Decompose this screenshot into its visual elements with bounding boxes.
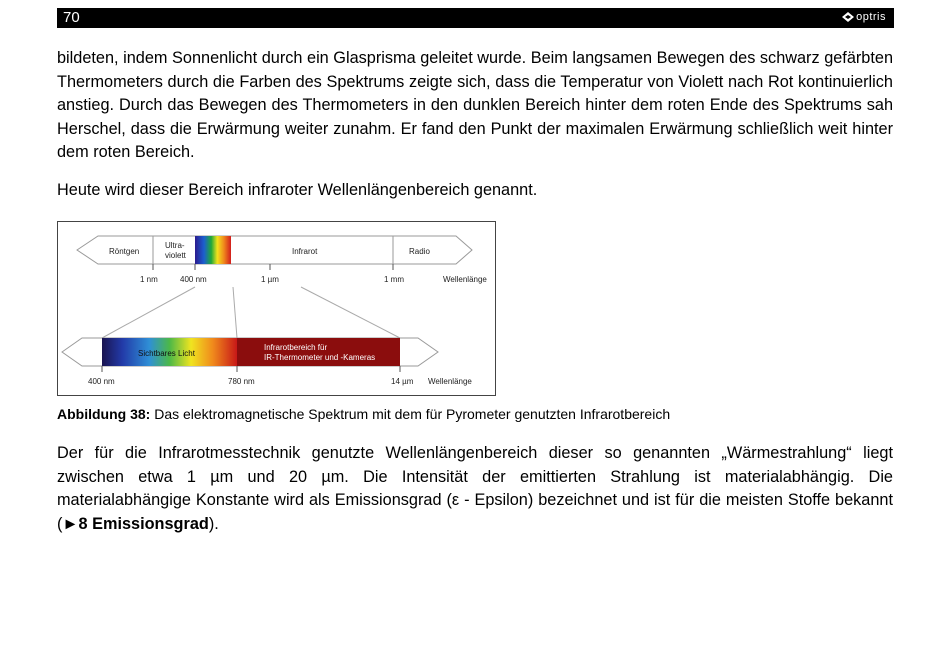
projection-line bbox=[102, 287, 195, 338]
visible-light-label: Sichtbares Licht bbox=[138, 349, 195, 358]
region-label-radio: Radio bbox=[409, 247, 430, 256]
region-label-ultra: Ultra- bbox=[165, 241, 185, 250]
tick-label-400nm-lower: 400 nm bbox=[88, 377, 115, 386]
page-number: 70 bbox=[63, 9, 80, 26]
upper-visible-band bbox=[195, 236, 231, 264]
region-label-violett: violett bbox=[165, 251, 186, 260]
tick-label-1um: 1 µm bbox=[261, 275, 279, 284]
paragraph-3-end: ). bbox=[208, 514, 219, 533]
figure-caption bbox=[57, 406, 670, 422]
optris-logo bbox=[842, 11, 886, 23]
optris-logo-icon bbox=[842, 12, 854, 22]
projection-line bbox=[301, 287, 400, 338]
emissionsgrad-reference-link[interactable]: ►8 Emissionsgrad bbox=[62, 514, 209, 533]
ir-band-label-line2: IR-Thermometer und -Kameras bbox=[264, 353, 376, 362]
body-paragraph-3 bbox=[57, 442, 893, 536]
paragraph-3-text: Der für die Infrarotmesstechnik genutzte Wellenlängenbereich dieser so genannten „Wärmestrahlung“ liegt zwischen etwa 1 µm und 20 µm. Die Intensität der emittierten Strahlung ist materialabhängig. Die materialabhängige Konstante wird als Emissionsgrad (ε - Epsilon) bezeichnet und ist für die meisten Stoffe bekannt ( bbox=[57, 444, 893, 533]
logo-text: optris bbox=[856, 11, 886, 23]
caption-label: Abbildung 38: bbox=[57, 406, 151, 422]
tick-label-1mm: 1 mm bbox=[384, 275, 404, 284]
projection-line bbox=[233, 287, 237, 338]
region-label-infrarot: Infrarot bbox=[292, 247, 318, 256]
tick-label-14um: 14 µm bbox=[391, 377, 414, 386]
region-label-roentgen: Röntgen bbox=[109, 247, 140, 256]
body-paragraph-1: bildeten, indem Sonnenlicht durch ein Glasprisma geleitet wurde. Beim langsamen Bewegen des schwarz gefärbten Thermometers durch die Farben des Spektrums zeigte sich, dass die Temperatur von Violett nach Rot kontinuierlich anstieg. Durch das Bewegen des Thermometers in den dunklen Bereich hinter dem roten Ende des Spektrums sah Herschel, dass die Erwärmung weiter zunahm. Er fand den Punkt der maximalen Erwärmung schließlich weit hinter dem roten Bereich. bbox=[57, 49, 893, 161]
tick-label-1nm: 1 nm bbox=[140, 275, 158, 284]
tick-label-400nm: 400 nm bbox=[180, 275, 207, 284]
spectrum-diagram bbox=[58, 222, 495, 395]
spectrum-figure bbox=[57, 221, 496, 396]
caption-text: Das elektromagnetische Spektrum mit dem für Pyrometer genutzten Infrarotbereich bbox=[150, 406, 671, 422]
axis-label-wavelength-lower: Wellenlänge bbox=[428, 377, 472, 386]
page-header-bar bbox=[57, 8, 894, 28]
body-paragraph-2: Heute wird dieser Bereich infraroter Wellenlängenbereich genannt. bbox=[57, 181, 538, 199]
tick-label-780nm: 780 nm bbox=[228, 377, 255, 386]
axis-label-wavelength-upper: Wellenlänge bbox=[443, 275, 487, 284]
ir-band-label-line1: Infrarotbereich für bbox=[264, 343, 328, 352]
